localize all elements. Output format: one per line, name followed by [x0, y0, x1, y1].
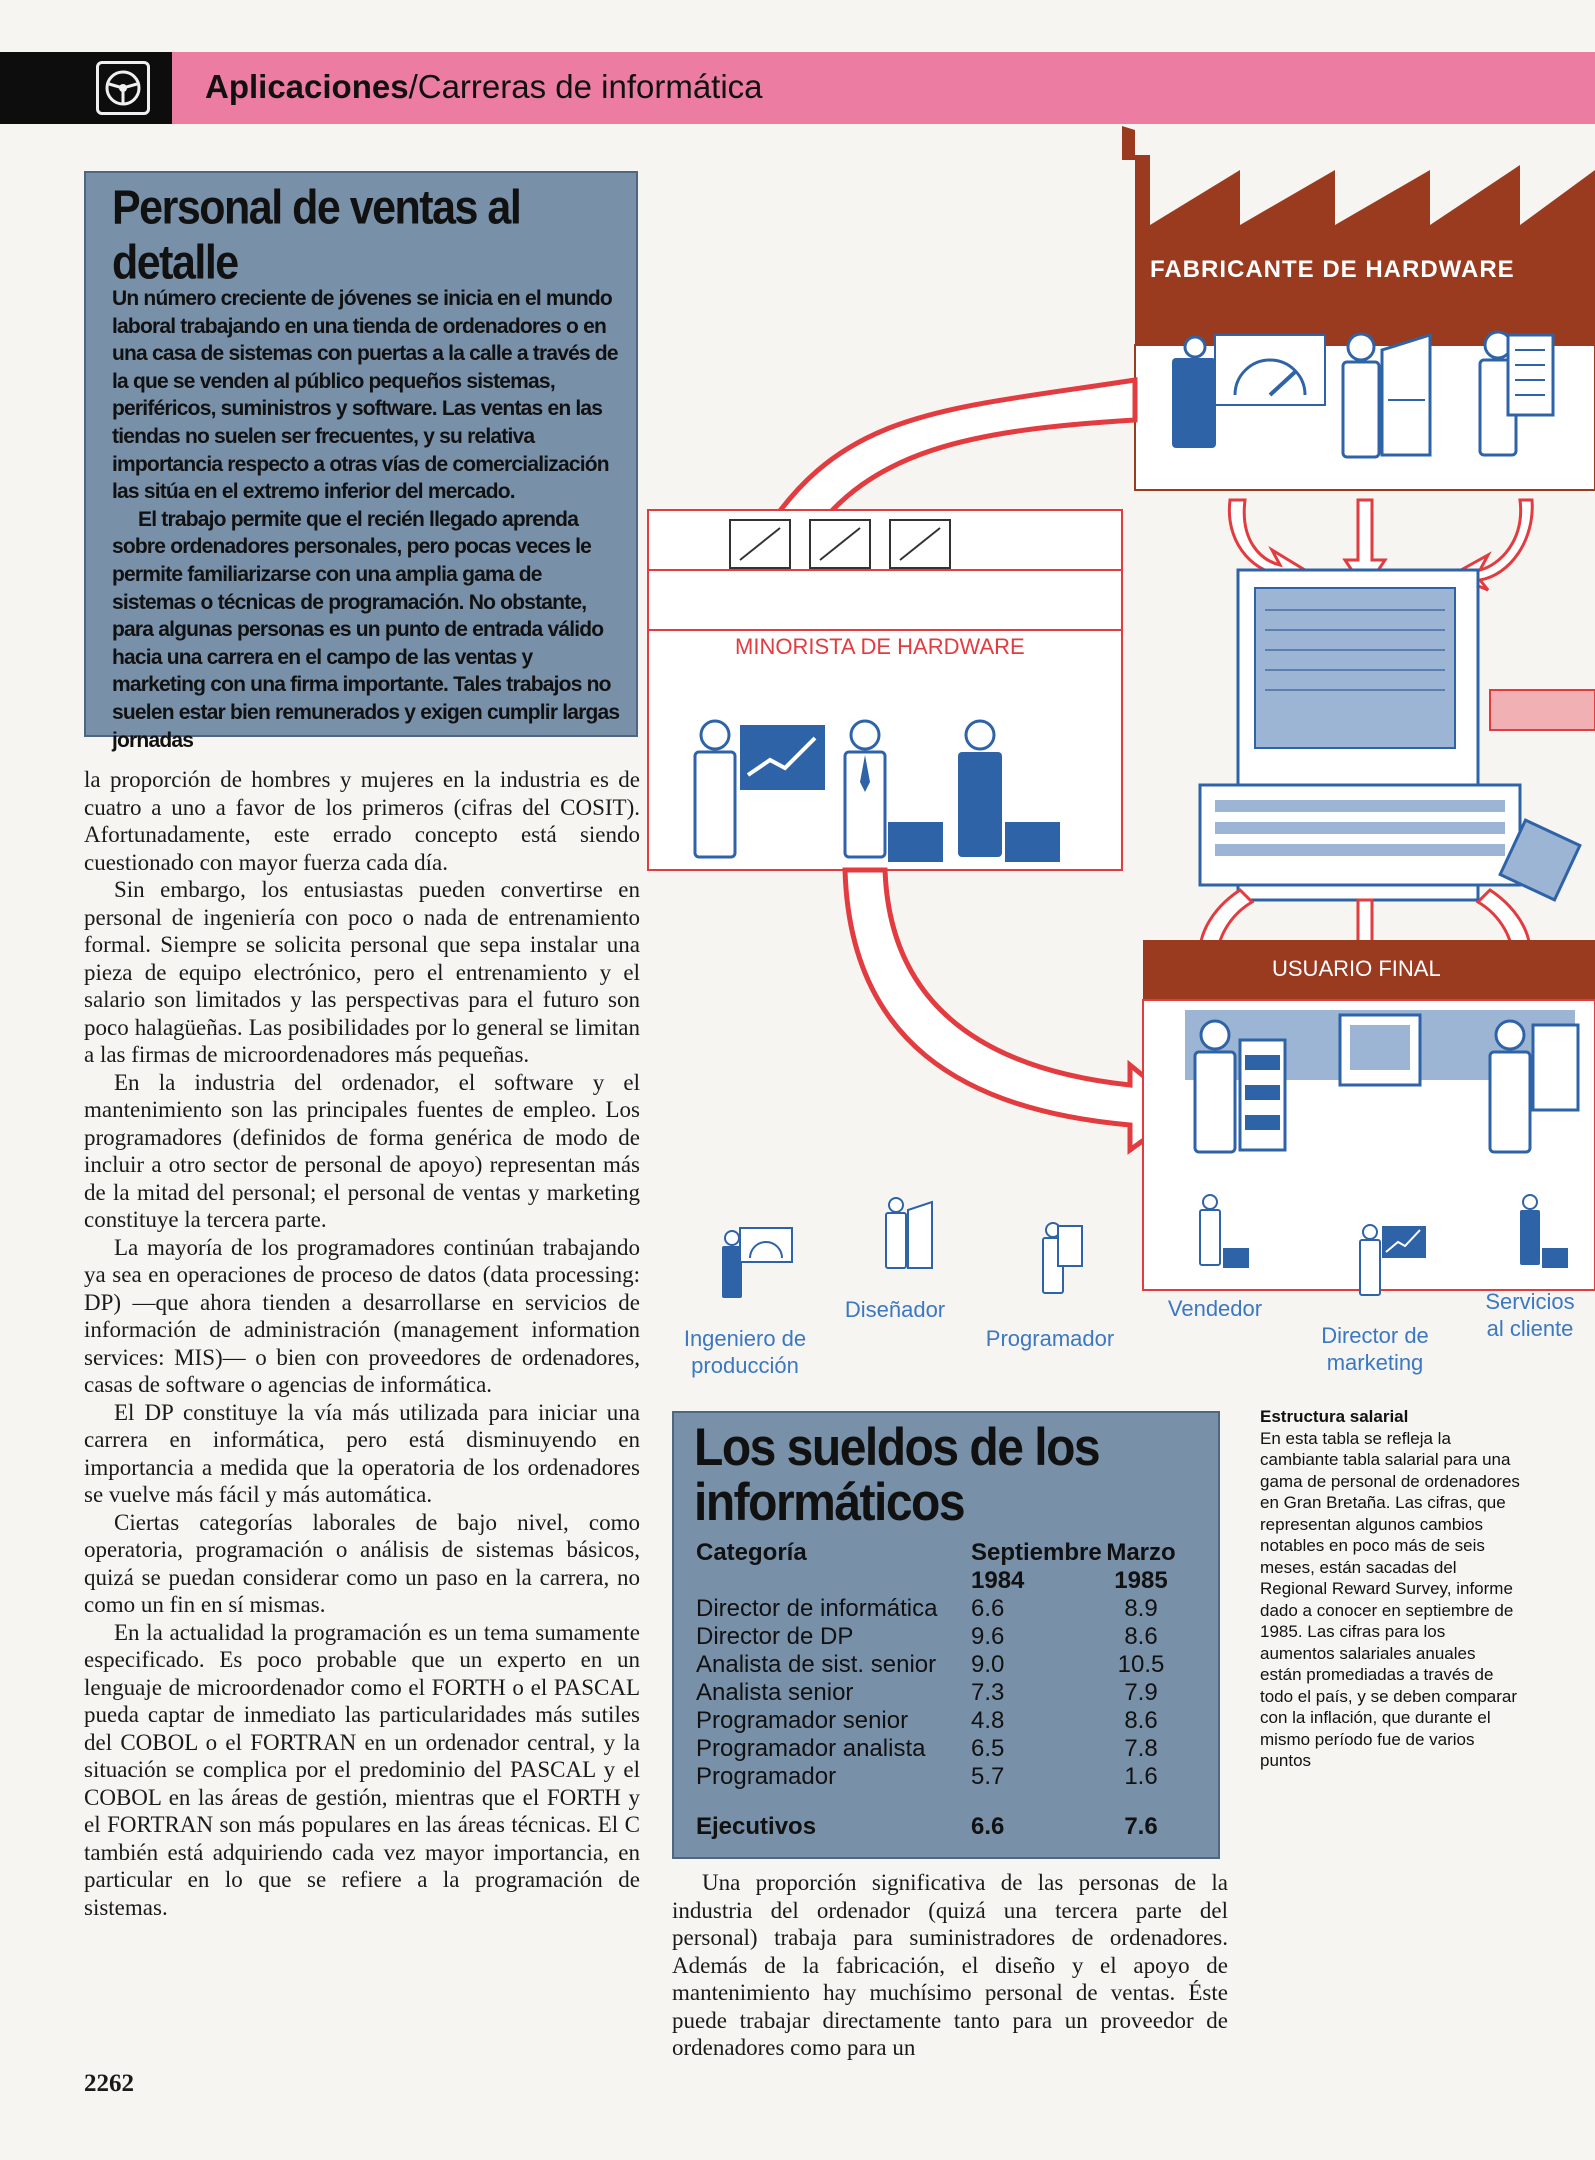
caption-title: Estructura salarial — [1260, 1407, 1409, 1426]
exec-category: Ejecutivos — [696, 1813, 817, 1840]
row-sep: 7.3 — [971, 1679, 1005, 1706]
body-column-right — [672, 1869, 1228, 2062]
row-category: Programador — [696, 1763, 837, 1790]
caption-text: En esta tabla se refleja la cambiante tabla salarial para una gama de personal de ordenadores en Gran Bretaña. Las cifras, que representan algunos cambios notables en poco más de seis meses, están sacadas del Regional Reward Survey, informe dado a conocer en septiembre de 1985. Las cifras para los aumentos salariales anuales están promediadas a través de todo el país, y se deben comparar con la inflación, que durante el mismo período fue de varios puntos — [1260, 1428, 1520, 1770]
row-mar: 8.6 — [1124, 1707, 1158, 1734]
exec-mar: 7.6 — [1124, 1813, 1158, 1840]
row-category: Programador analista — [696, 1735, 926, 1762]
row-sep: 4.8 — [971, 1707, 1005, 1734]
sidebar-paragraph: El trabajo permite que el recién llegado aprenda sobre ordenadores personales, pero pocas veces le permite familiarizarse con una amplia gama de sistemas o técnicas de programación. No obstante, para algunas personas es un punto de entrada válido hacia una carrera en el campo de las ventas y marketing con una firma importante. Tales trabajos no suelen estar bien remunerados y exigen cumplir largas jornadas — [112, 507, 620, 752]
header-mar: Marzo 1985 — [1106, 1539, 1176, 1594]
arrow-retailer-to-user — [845, 870, 1185, 1150]
row-mar: 7.8 — [1124, 1735, 1158, 1762]
row-sep: 9.0 — [971, 1651, 1005, 1678]
salary-table — [672, 1411, 1220, 1859]
body-paragraph: Ciertas categorías laborales de bajo nivel, como operatoria, programación o análisis de sistemas básicos, quizá se puedan considerar como un paso en la carrera, no como un fin en sí mismas. — [84, 1509, 640, 1617]
retailer-label: MINORISTA DE HARDWARE — [735, 634, 1025, 659]
role-label-services: Servicios al cliente — [1485, 1289, 1575, 1341]
body-paragraph: la proporción de hombres y mujeres en la industria es de cuatro a uno a favor de los primeros (cifras del COSIT). Afortunadamente, este errado concepto está siendo cuestionado con mayor fuerza cada día. — [84, 767, 640, 875]
table-row — [696, 1595, 1206, 1623]
section-subtitle: /Carreras de informática — [408, 68, 763, 105]
role-label-designer: Diseñador — [844, 1297, 946, 1322]
row-sep: 5.7 — [971, 1763, 1005, 1790]
programmer-icon — [1043, 1223, 1082, 1293]
row-category: Analista de sist. senior — [696, 1651, 937, 1678]
role-label-marketing: Director de marketing — [1321, 1323, 1429, 1375]
manufacturer-label: FABRICANTE DE HARDWARE — [1150, 256, 1515, 283]
salary-rows — [696, 1595, 1206, 1791]
body-paragraph: Una proporción significativa de las personas de la industria del ordenador (quizá una tercera parte del personal) trabaja para suministradores de ordenadores. Además de la fabricación, el diseño y el apoyo de mantenimiento hay muchísimo personal de ventas. Éste puede trabajar directamente tanto para un proveedor de ordenadores como para un — [672, 1870, 1228, 2060]
row-mar: 8.6 — [1124, 1623, 1158, 1650]
industry-flow-diagram — [640, 110, 1595, 1410]
role-label-programmer: Programador — [985, 1326, 1115, 1351]
section-title — [205, 68, 763, 106]
table-row — [696, 1651, 1206, 1679]
header-category: Categoría — [696, 1539, 807, 1566]
body-paragraph: El DP constituye la vía más utilizada para iniciar una carrera en informática, pero está disminuyendo en importancia a medida que la operatoria de los ordenadores se vuelve más fácil y más automática. — [84, 1399, 640, 1507]
role-label-seller: Vendedor — [1167, 1296, 1263, 1321]
diagram-artwork — [640, 110, 1595, 1410]
table-row — [696, 1623, 1206, 1651]
row-sep: 6.6 — [971, 1595, 1005, 1622]
body-column-left — [84, 766, 640, 1921]
steering-wheel-icon — [96, 61, 150, 115]
table-row — [696, 1679, 1206, 1707]
row-category: Director de DP — [696, 1623, 854, 1650]
section-logo — [0, 52, 172, 124]
engineer-icon — [722, 1228, 792, 1298]
row-category: Programador senior — [696, 1707, 909, 1734]
row-mar: 8.9 — [1124, 1595, 1158, 1622]
row-category: Analista senior — [696, 1679, 854, 1706]
section-name: Aplicaciones — [205, 68, 409, 105]
sidebar-title: Personal de ventas al detalle — [112, 181, 521, 290]
table-row — [696, 1707, 1206, 1735]
row-sep: 9.6 — [971, 1623, 1005, 1650]
salary-caption — [1260, 1406, 1520, 1772]
page-number: 2262 — [84, 2070, 134, 2097]
body-paragraph: La mayoría de los programadores continúan trabajando ya sea en operaciones de proceso de datos (data processing: DP) —que ahora tienden a desarrollarse en servicios de información de administración (management information services: MIS)— o bien con proveedores de ordenadores, casas de software o agencias de informática. — [84, 1234, 640, 1397]
header-sep: Septiembre 1984 — [971, 1539, 1102, 1594]
designer-figure — [1343, 334, 1430, 457]
computer-illustration — [1200, 570, 1595, 900]
row-category: Director de informática — [696, 1595, 938, 1622]
role-label-engineer: Ingeniero de producción — [683, 1326, 807, 1378]
table-row — [696, 1735, 1206, 1763]
row-mar: 1.6 — [1124, 1763, 1158, 1790]
body-paragraph: En la industria del ordenador, el software y el mantenimiento son las principales fuentes de empleo. Los programadores (definidos de forma genérica de modo de incluir a otro sector de personal de apoyo) representan más de la mitad del personal; el personal de ventas y marketing constituye la tercera parte. — [84, 1069, 640, 1232]
body-paragraph: En la actualidad la programación es un tema sumamente especificado. Es poco probable que un experto en un lenguaje de microordenador como el FORTH o el PASCAL pueda captar de inmediato las particularidades más sutiles del COBOL o el FORTRAN en un ordenador central, y la situación se complica por el predominio del PASCAL y el COBOL en las áreas de gestión, mientras que el FORTH y el FORTRAN son más populares en las áreas técnicas. El C también está adquiriendo cada vez mayor importancia, en particular en lo que se refiere a la programación de sistemas. — [84, 1619, 640, 1920]
row-mar: 7.9 — [1124, 1679, 1158, 1706]
salary-table-title: Los sueldos de los informáticos — [694, 1418, 1100, 1533]
body-paragraph: Sin embargo, los entusiastas pueden convertirse en personal de ingeniería con poco o nada de entrenamiento formal. Siempre se solicita personal que sepa instalar una pieza de equipo electrónico, pero el entrenamiento y el salario son limitados y las perspectivas para el futuro son poco halagüeñas. Las posibilidades por lo general se limitan a las firmas de microordenadores más pequeñas. — [84, 877, 640, 1067]
row-mar: 10.5 — [1117, 1651, 1165, 1678]
row-sep: 6.5 — [971, 1735, 1005, 1762]
retail-sales-sidebar — [84, 171, 638, 752]
end-user-label: USUARIO FINAL — [1272, 956, 1441, 981]
exec-sep: 6.6 — [971, 1813, 1005, 1840]
designer-icon — [886, 1198, 932, 1268]
table-row — [696, 1763, 1206, 1791]
sidebar-paragraph: Un número creciente de jóvenes se inicia en el mundo laboral trabajando en una tienda de ordenadores o en una casa de sistemas con puertas a la calle a través de la que se venden al público pequeños sistemas, periféricos, suministros y software. Las ventas en las tiendas no suelen ser frecuentes, y su relativa importancia respecto a otras vías de comercialización las sitúa en el extremo inferior del mercado. — [112, 287, 618, 504]
